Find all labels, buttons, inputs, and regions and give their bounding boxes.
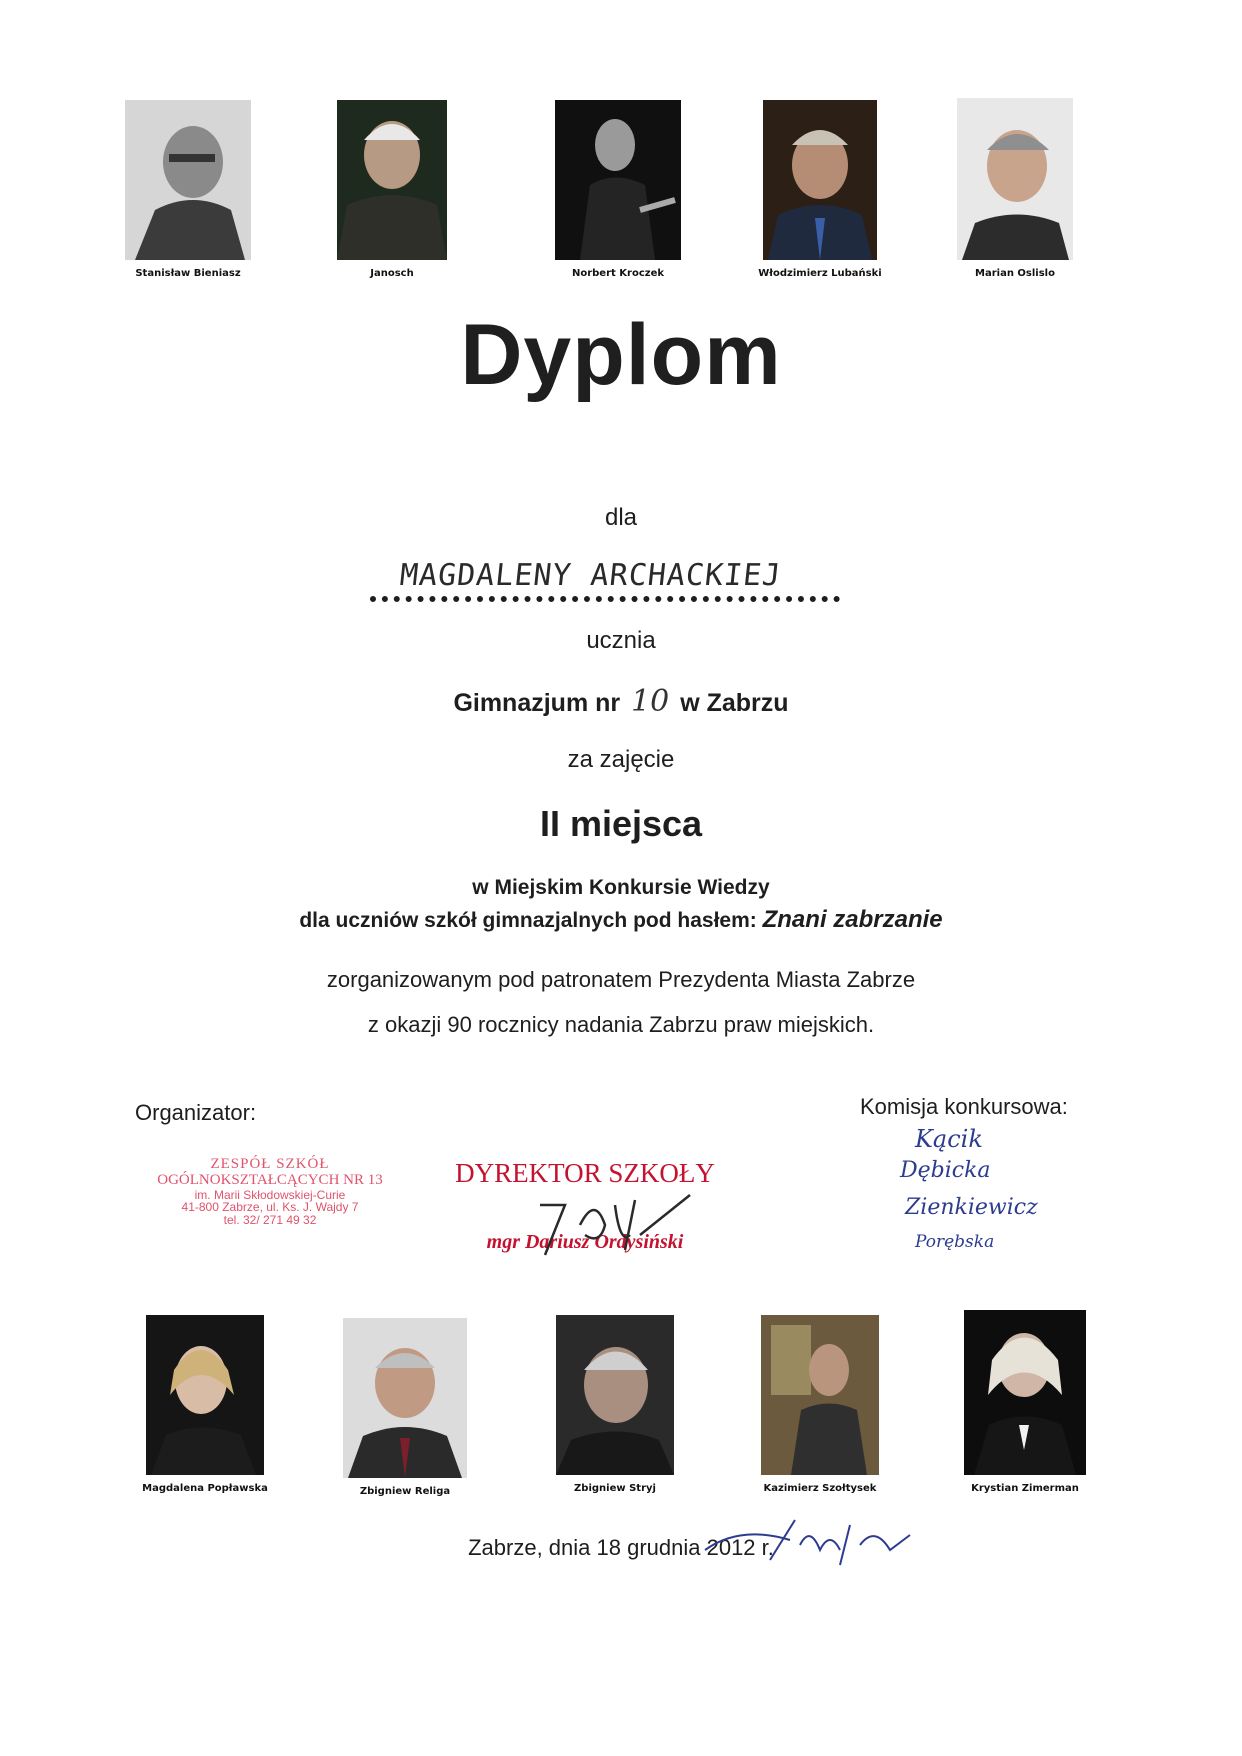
- diploma-title: Dyplom: [460, 307, 782, 403]
- portrait-photo: [343, 1318, 467, 1478]
- school-stamp: [120, 1157, 420, 1226]
- portrait-name: Janosch: [370, 268, 414, 279]
- za-zajecie-text: za zajęcie: [567, 746, 675, 773]
- motto-line: [0, 906, 1242, 934]
- place-text: II miejsca: [539, 803, 703, 844]
- stamp-line-2: OGÓLNOKSZTAŁCĄCYCH NR 13: [157, 1171, 383, 1188]
- portrait-photo: [763, 100, 877, 260]
- portrait-name: Norbert Kroczek: [571, 268, 665, 279]
- portrait-bottom-1: [130, 1315, 280, 1494]
- portrait-photo: [337, 100, 447, 260]
- portrait-photo: [957, 98, 1073, 260]
- stamp-line-4: 41-800 Zabrze, ul. Ks. J. Wajdy 7: [181, 1200, 359, 1215]
- stamp-line-1: ZESPÓŁ SZKÓŁ: [210, 1156, 330, 1172]
- portrait-top-4: [745, 100, 895, 279]
- portrait-top-5: [950, 98, 1080, 279]
- school-prefix: Gimnazjum nr: [453, 689, 621, 717]
- committee-signature-4: Porębska: [915, 1232, 995, 1252]
- patronage-line: zorganizowanym pod patronatem Prezydenta Miasta Zabrze: [326, 967, 916, 992]
- committee-label: Komisja konkursowa:: [860, 1094, 1068, 1119]
- committee-signature-3: Zienkiewicz: [905, 1195, 1038, 1220]
- school-number-handwritten: 10: [631, 684, 670, 719]
- school-suffix: w Zabrzu: [680, 689, 789, 717]
- contest-line: w Miejskim Konkursie Wiedzy: [472, 876, 770, 899]
- portrait-name: Stanisław Bieniasz: [135, 268, 241, 279]
- ucznia-text: ucznia: [586, 627, 656, 654]
- committee-signature-2: Dębicka: [900, 1158, 991, 1183]
- motto-prefix: dla uczniów szkół gimnazjalnych pod hasłem:: [299, 909, 757, 932]
- portrait-top-1: [118, 100, 258, 279]
- portrait-photo: [761, 1315, 879, 1475]
- portrait-name: Kazimierz Szołtysek: [763, 1483, 877, 1494]
- date-line: Zabrze, dnia 18 grudnia 2012 r.: [468, 1535, 774, 1560]
- organizer-label: Organizator:: [135, 1100, 257, 1125]
- portrait-name: Marian Oslislo: [975, 268, 1055, 279]
- occasion-line: z okazji 90 rocznicy nadania Zabrzu praw miejskich.: [367, 1012, 875, 1037]
- portrait-bottom-4: [750, 1315, 890, 1494]
- portrait-photo: [555, 100, 681, 260]
- school-line: [0, 684, 1242, 719]
- director-name: mgr Dariusz Ordysiński: [486, 1231, 684, 1253]
- portrait-top-2: [332, 100, 452, 279]
- portrait-name: Zbigniew Stryj: [574, 1483, 656, 1494]
- portrait-name: Magdalena Popławska: [142, 1483, 268, 1494]
- portrait-name: Włodzimierz Lubański: [758, 268, 882, 279]
- portrait-photo: [146, 1315, 264, 1475]
- committee-signature-1: Kącik: [915, 1125, 983, 1153]
- portrait-name: Krystian Zimerman: [971, 1483, 1079, 1494]
- stamp-line-5: tel. 32/ 271 49 32: [223, 1212, 317, 1227]
- director-stamp: [430, 1158, 740, 1254]
- portrait-bottom-3: [545, 1315, 685, 1494]
- portrait-bottom-5: [955, 1310, 1095, 1494]
- portrait-photo: [556, 1315, 674, 1475]
- portrait-top-3: [548, 100, 688, 279]
- recipient-line: [370, 556, 840, 602]
- motto-text: Znani zabrzanie: [762, 906, 943, 933]
- portrait-name: Zbigniew Religa: [359, 1486, 451, 1497]
- director-title: DYREKTOR SZKOŁY: [455, 1158, 715, 1188]
- portrait-photo: [125, 100, 251, 260]
- portrait-bottom-2: [335, 1318, 475, 1497]
- recipient-handwritten-name: MAGDALENY ARCHACKIEJ: [398, 558, 784, 593]
- portrait-photo: [964, 1310, 1086, 1475]
- dla-text: dla: [604, 504, 638, 531]
- stamp-line-3: im. Marii Skłodowskiej-Curie: [194, 1187, 346, 1202]
